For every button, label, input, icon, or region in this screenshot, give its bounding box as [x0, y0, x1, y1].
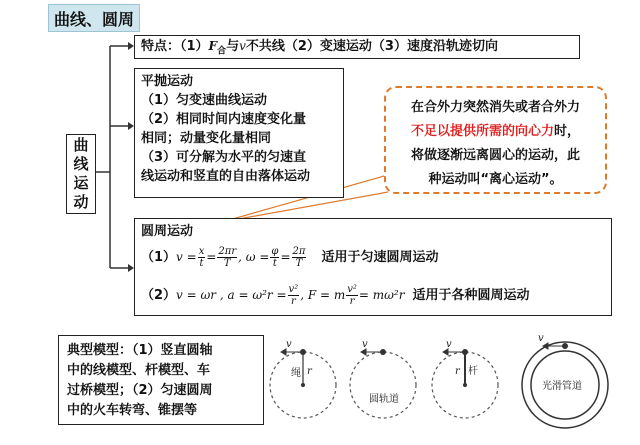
frac-num: 2πr	[218, 245, 237, 257]
f1-eq: =	[280, 249, 291, 264]
f1-omega: , ω =	[238, 249, 270, 264]
rope-center	[301, 383, 305, 387]
projectile-line: （1）匀变速曲线运动	[141, 93, 268, 108]
f2-F: , F = m	[300, 287, 346, 302]
frac-num: 2π	[292, 245, 306, 257]
projectile-title: 平抛运动	[141, 74, 194, 89]
label-rod: 杆	[468, 366, 478, 377]
label-pipe: 光滑管道	[542, 381, 582, 392]
side-label-char: 曲	[73, 136, 89, 154]
formula-2-note: 适用于各种圆周运动	[412, 287, 530, 303]
frac-num: x	[198, 245, 205, 257]
features-rest: 不共线（2）变速运动（3）速度沿轨迹切向	[245, 39, 498, 54]
label-track: 圆轨道	[369, 394, 399, 405]
frac-num: φ	[271, 245, 279, 257]
frac-num: v²	[288, 283, 299, 295]
velocity-symbol: v	[239, 39, 246, 53]
f1-eq: =	[206, 249, 217, 264]
side-label-char: 运	[73, 174, 89, 192]
features-prefix: 特点：（1）	[141, 39, 209, 54]
label-v: v	[362, 339, 368, 350]
force-symbol: F	[208, 39, 218, 53]
projectile-line: （2）相同时间内速度变化量	[141, 112, 307, 127]
rod-center	[463, 383, 467, 387]
frac-den: r	[349, 295, 355, 307]
formula-2-label: （2）	[141, 287, 177, 303]
side-label-char: 线	[73, 155, 89, 173]
formula-1-label: （1）	[141, 249, 177, 265]
model-line: 典型模型：（1）竖直圆轴	[67, 343, 213, 358]
frac-den: t	[199, 257, 204, 269]
f1-v: v =	[176, 249, 197, 264]
f2-end: = mω²r	[358, 287, 405, 302]
model-line: 中的线模型、杆模型、车	[67, 363, 211, 378]
note-line: 将做逐渐远离圆心的运动，此	[410, 148, 580, 163]
frac-den: r	[290, 295, 296, 307]
label-rope: 绳	[291, 368, 301, 379]
note-line-rest: 时，	[554, 124, 581, 139]
projectile-line: （3）可分解为水平的匀速直	[141, 150, 307, 165]
track-circle	[350, 352, 416, 418]
page-title-text: 曲线、圆周	[53, 9, 134, 29]
formula-1-note: 适用于匀速圆周运动	[321, 249, 439, 265]
projectile-line: 相同；动量变化量相同	[141, 131, 272, 146]
label-r: r	[455, 366, 460, 377]
projectile-line: 线运动和竖直的自由落体运动	[141, 169, 311, 184]
label-v: v	[446, 339, 452, 350]
frac-num: v²	[347, 283, 357, 295]
label-v: v	[286, 339, 292, 350]
frac-den: t	[272, 257, 277, 269]
note-line: 种运动叫“离心运动”。	[428, 172, 563, 187]
features-mid: 与	[226, 39, 240, 54]
force-subscript: 合	[217, 46, 227, 57]
f2-a: v = ωr , a = ω²r =	[176, 287, 287, 302]
circular-title: 圆周运动	[141, 224, 194, 239]
note-line: 在合外力突然消失或者合外力	[410, 100, 580, 115]
label-v: v	[538, 333, 544, 344]
frac-den: T	[295, 257, 303, 269]
note-highlight: 不足以提供所需的向心力	[410, 124, 554, 139]
frac-den: T	[223, 257, 231, 269]
model-line: 过桥模型；（2）匀速圆周	[67, 383, 213, 398]
model-line: 中的火车转弯、锥摆等	[67, 403, 198, 418]
label-r: r	[307, 366, 312, 377]
side-label-char: 动	[73, 193, 89, 211]
